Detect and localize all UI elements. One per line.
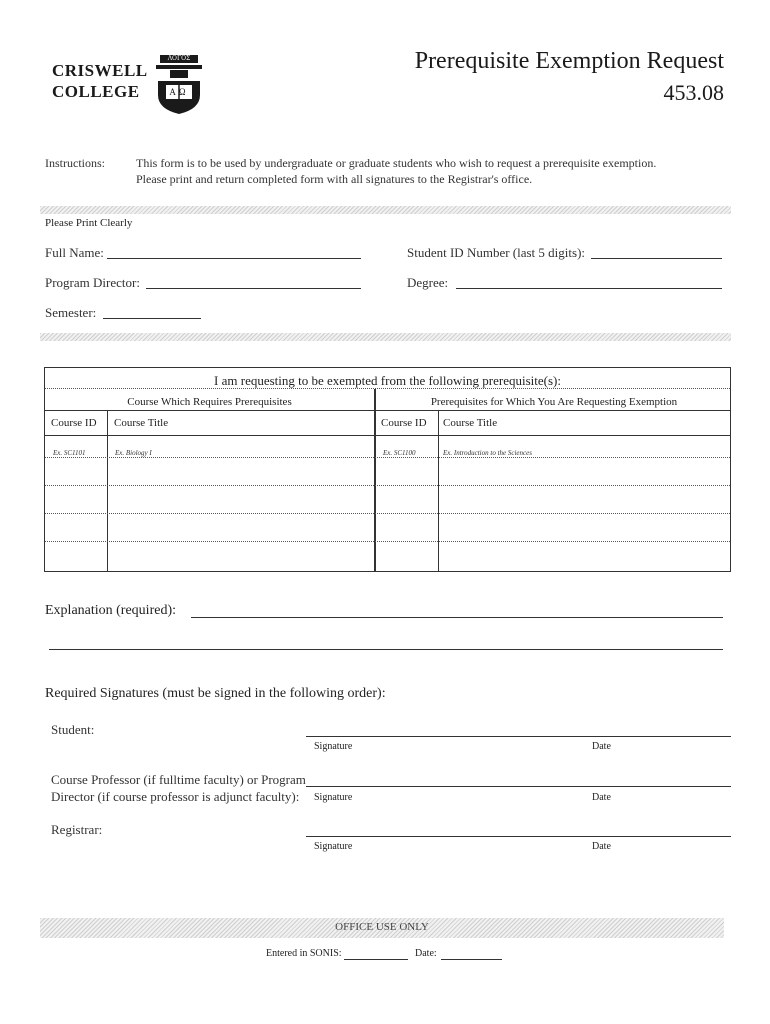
professor-signature-caption: Signature: [314, 792, 353, 803]
col-course-title-right: Course Title: [443, 417, 498, 429]
program-director-label: Program Director:: [45, 275, 140, 290]
office-date-label: Date:: [415, 948, 437, 959]
registrar-date-caption: Date: [592, 841, 611, 852]
professor-date-caption: Date: [592, 792, 611, 803]
table-row[interactable]: [45, 541, 730, 542]
student-label: Student:: [51, 722, 95, 737]
semester-label: Semester:: [45, 305, 97, 320]
crest-icon: [156, 55, 202, 115]
degree-label: Degree:: [407, 275, 449, 290]
registrar-signature-field[interactable]: [306, 836, 731, 837]
professor-label-2: Director (if course professor is adjunct faculty):: [51, 789, 300, 804]
professor-signature-field[interactable]: [306, 786, 731, 787]
explanation-field-1[interactable]: [191, 617, 723, 618]
degree-field[interactable]: [456, 288, 722, 289]
table-heading: I am requesting to be exempted from the following prerequisite(s):: [214, 373, 561, 388]
student-signature-caption: Signature: [314, 741, 353, 752]
logo-line-2: COLLEGE: [52, 82, 140, 101]
crest-letters: ΑΩ: [169, 87, 189, 97]
crest-banner-text: ΛΟΓΟΣ: [167, 55, 191, 62]
full-name-label: Full Name:: [45, 245, 104, 260]
example-right-course-title: Ex. Introduction to the Sciences: [443, 449, 532, 457]
explanation-label: Explanation (required):: [45, 603, 177, 618]
prerequisite-table: [44, 367, 731, 572]
entered-in-sonis-label: Entered in SONIS:: [266, 948, 342, 959]
table-row[interactable]: [45, 457, 730, 458]
col-course-title-left: Course Title: [114, 417, 169, 429]
col-course-id-left: Course ID: [51, 417, 97, 429]
registrar-signature-caption: Signature: [314, 841, 353, 852]
instructions-label: Instructions:: [45, 156, 105, 170]
explanation-field-2[interactable]: [49, 649, 723, 650]
office-date-field[interactable]: [441, 959, 502, 960]
example-left-course-id: Ex. SC1101: [53, 449, 86, 457]
entered-in-sonis-field[interactable]: [344, 959, 408, 960]
registrar-label: Registrar:: [51, 822, 103, 837]
table-row[interactable]: [45, 513, 730, 514]
student-id-field[interactable]: [591, 258, 722, 259]
right-group-header: Prerequisites for Which You Are Requesting Exemption: [430, 396, 678, 408]
print-clearly-note: Please Print Clearly: [45, 217, 133, 229]
example-left-course-title: Ex. Biology I: [115, 449, 152, 457]
student-signature-field[interactable]: [306, 736, 731, 737]
signatures-heading: Required Signatures (must be signed in the following order):: [45, 686, 386, 701]
professor-label-1: Course Professor (if fulltime faculty) or Program: [51, 772, 306, 787]
form-title: Prerequisite Exemption Request: [414, 48, 724, 74]
instructions-text-1: This form is to be used by undergraduate or graduate students who wish to request a prerequisite exemption.: [136, 156, 657, 170]
table-row[interactable]: [45, 485, 730, 486]
section-divider-top: [40, 206, 731, 214]
section-divider-middle: [40, 333, 731, 341]
student-id-label: Student ID Number (last 5 digits):: [407, 245, 586, 260]
office-use-title: OFFICE USE ONLY: [335, 921, 429, 933]
col-course-id-right: Course ID: [381, 417, 427, 429]
full-name-field[interactable]: [107, 258, 361, 259]
program-director-field[interactable]: [146, 288, 361, 289]
student-date-caption: Date: [592, 741, 611, 752]
instructions-text-2: Please print and return completed form with all signatures to the Registrar's office.: [136, 172, 533, 186]
college-logo: [52, 55, 212, 115]
logo-line-1: CRISWELL: [52, 61, 148, 80]
form-number: 453.08: [663, 80, 724, 105]
semester-field[interactable]: [103, 318, 201, 319]
left-group-header: Course Which Requires Prerequisites: [127, 396, 292, 408]
example-right-course-id: Ex. SC1100: [383, 449, 416, 457]
